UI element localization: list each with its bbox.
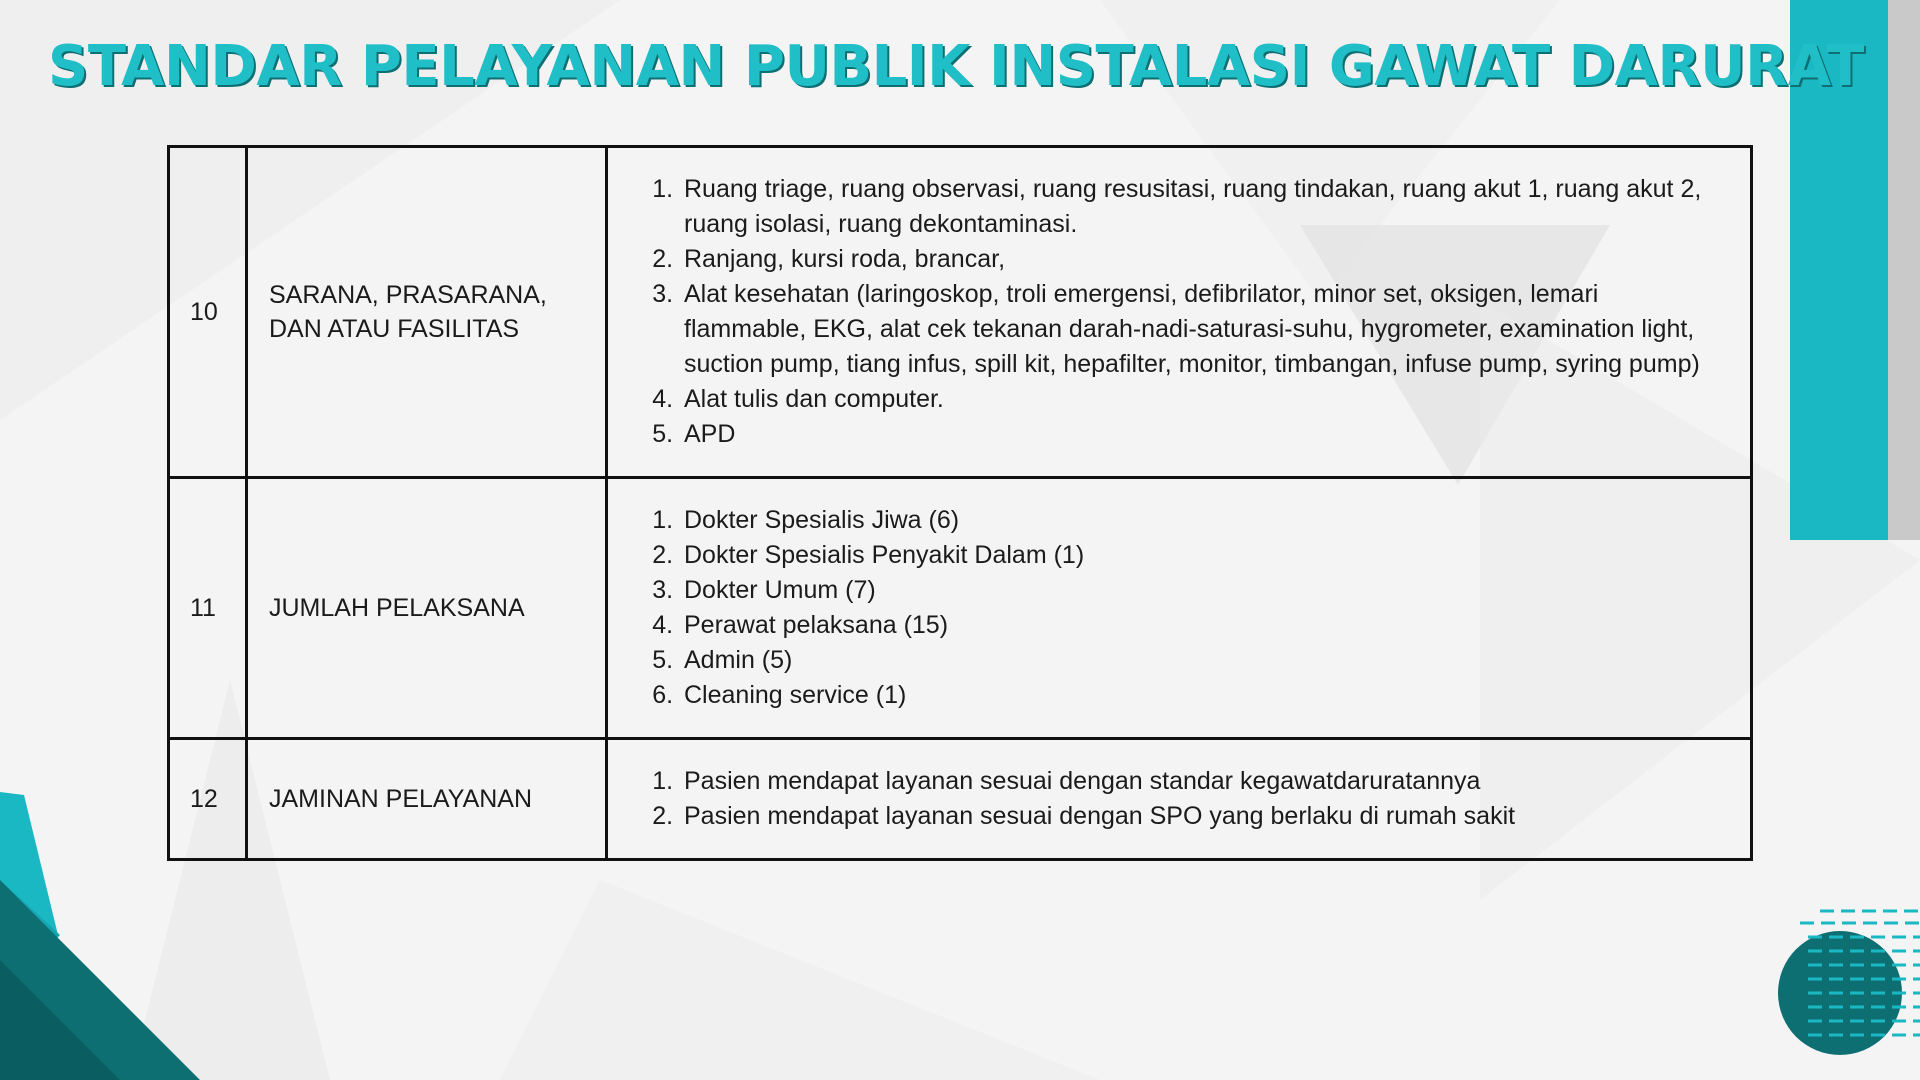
- page-title: STANDAR PELAYANAN PUBLIK INSTALASI GAWAT DARURAT: [48, 34, 1864, 99]
- detail-list: [644, 503, 1710, 713]
- detail-list: [644, 764, 1710, 834]
- list-item: 3. Dokter Umum (7): [680, 573, 1710, 608]
- list-item: 4. Alat tulis dan computer.: [680, 382, 1710, 417]
- list-item: 6. Cleaning service (1): [680, 678, 1710, 713]
- row-number: 12: [169, 739, 247, 860]
- list-item: 1. Ruang triage, ruang observasi, ruang resusitasi, ruang tindakan, ruang akut 1, ruang akut 2, ruang isolasi, ruang dekontaminasi.: [680, 172, 1710, 242]
- list-item: 3. Alat kesehatan (laringoskop, troli emergensi, defibrilator, minor set, oksigen, lemari flammable, EKG, alat cek tekanan darah-nadi-saturasi-suhu, hygrometer, examination light, suction pump, tiang infus, spill kit, hepafilter, monitor, timbangan, infuse pump, syring pump): [680, 277, 1710, 382]
- list-item: 2. Ranjang, kursi roda, brancar,: [680, 242, 1710, 277]
- list-item: 2. Pasien mendapat layanan sesuai dengan SPO yang berlaku di rumah sakit: [680, 799, 1710, 834]
- row-category: JAMINAN PELAYANAN: [247, 739, 607, 860]
- list-item: 1. Pasien mendapat layanan sesuai dengan standar kegawatdaruratannya: [680, 764, 1710, 799]
- row-details: [607, 147, 1752, 478]
- row-details: [607, 478, 1752, 739]
- list-item: 4. Perawat pelaksana (15): [680, 608, 1710, 643]
- list-item: 5. Admin (5): [680, 643, 1710, 678]
- table-row: [169, 478, 1752, 739]
- list-item: 5. APD: [680, 417, 1710, 452]
- row-category: JUMLAH PELAKSANA: [247, 478, 607, 739]
- row-details: [607, 739, 1752, 860]
- detail-list: [644, 172, 1710, 452]
- row-number: 10: [169, 147, 247, 478]
- list-item: 1. Dokter Spesialis Jiwa (6): [680, 503, 1710, 538]
- list-item: 2. Dokter Spesialis Penyakit Dalam (1): [680, 538, 1710, 573]
- standards-table: [167, 145, 1753, 861]
- grey-band: [1888, 0, 1920, 540]
- table-row: [169, 147, 1752, 478]
- row-category: SARANA, PRASARANA, DAN ATAU FASILITAS: [247, 147, 607, 478]
- table-row: [169, 739, 1752, 860]
- row-number: 11: [169, 478, 247, 739]
